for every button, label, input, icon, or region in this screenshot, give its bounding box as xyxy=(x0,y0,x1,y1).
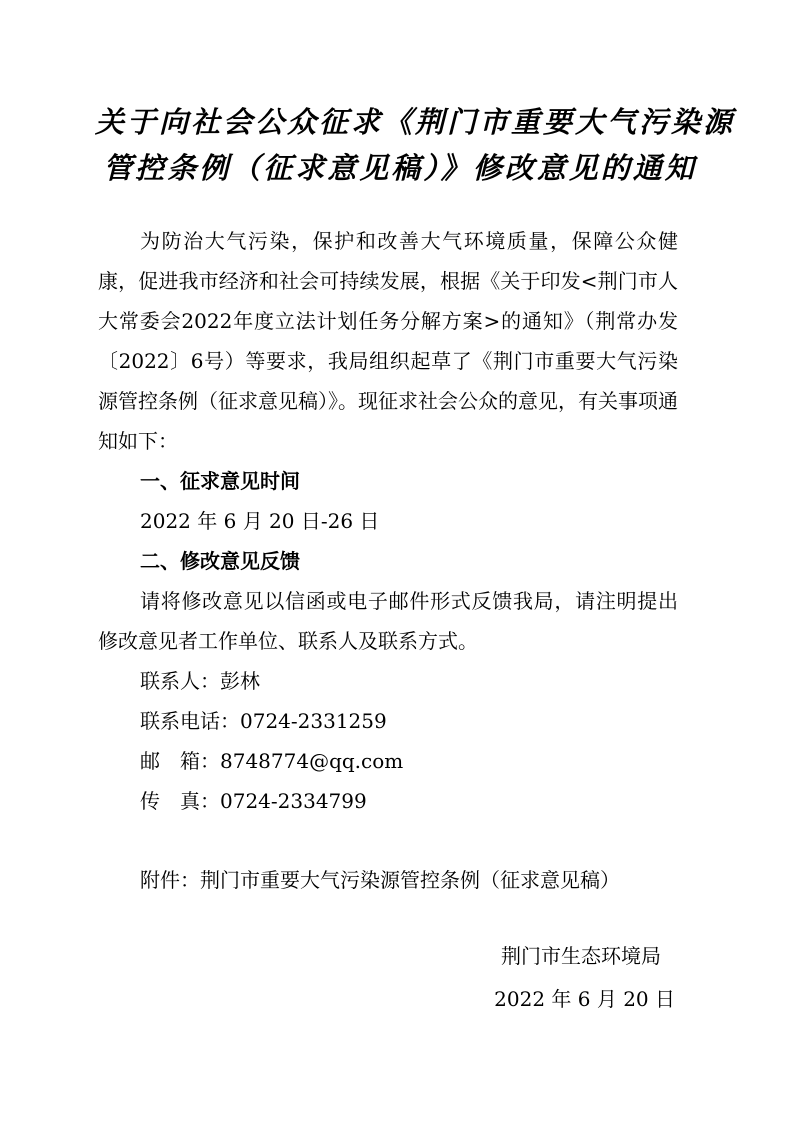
contact-email: 邮 箱：8748774@qq.com xyxy=(140,749,404,773)
contact-person: 联系人：彭林 xyxy=(140,669,260,693)
section-1-heading: 一、征求意见时间 xyxy=(140,469,300,493)
section-1-text: 2022 年 6 月 20 日-26 日 xyxy=(140,509,380,533)
signature-date: 2022 年 6 月 20 日 xyxy=(494,987,675,1011)
document-title-line-1: 关于向社会公众征求《荆门市重要大气污染源 xyxy=(95,105,736,139)
contact-phone: 联系电话：0724-2331259 xyxy=(140,709,387,733)
contact-fax: 传 真：0724-2334799 xyxy=(140,789,367,813)
document-body xyxy=(98,221,678,821)
attachment-note: 附件：荆门市重要大气污染源管控条例（征求意见稿） xyxy=(140,868,620,892)
document-title-line-2: 管控条例（征求意见稿）》修改意见的通知 xyxy=(103,151,697,185)
signature-org: 荆门市生态环境局 xyxy=(501,944,661,968)
attachment-block xyxy=(98,860,678,900)
section-2-text: 请将修改意见以信函或电子邮件形式反馈我局，请注明提出修改意见者工作单位、联系人及联系方式。 xyxy=(98,589,678,653)
section-2-heading: 二、修改意见反馈 xyxy=(140,549,300,573)
intro-paragraph: 为防治大气污染，保护和改善大气环境质量，保障公众健康，促进我市经济和社会可持续发展，根据《关于印发<荆门市人大常委会2022年度立法计划任务分解方案>的通知》（荆常办发〔2022〕6号）等要求，我局组织起草了《荆门市重要大气污染源管控条例（征求意见稿）》。现征求社会公众的意见，有关事项通知如下： xyxy=(98,229,678,453)
